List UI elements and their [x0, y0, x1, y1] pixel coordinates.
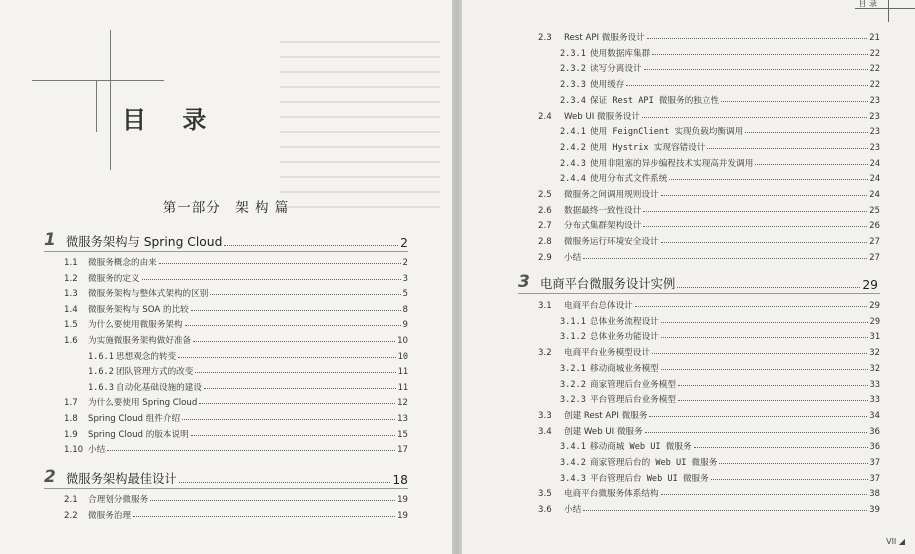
subsection-entry[interactable]	[560, 361, 880, 374]
section-page: 37	[869, 458, 880, 468]
section-page: 29	[869, 301, 880, 311]
section-number: 2.1	[64, 495, 78, 505]
section-entry[interactable]	[64, 411, 408, 424]
section-label: 总体业务功能设计	[590, 332, 659, 343]
section-page: 15	[397, 429, 408, 440]
right-page	[462, 0, 915, 554]
subsection-entry[interactable]	[560, 93, 880, 106]
section-label: 创建 Rest API 微服务	[564, 410, 648, 421]
section-label: 小结	[564, 505, 582, 516]
section-page: 5	[402, 289, 408, 300]
section-page: 39	[869, 505, 880, 516]
leader-dots	[661, 369, 868, 370]
leader-dots	[661, 242, 868, 243]
leader-dots	[159, 263, 401, 264]
section-number: 1.2	[64, 273, 78, 284]
section-label: 微服务运行环境安全设计	[564, 237, 659, 248]
section-label: 电商平台业务模型设计	[564, 348, 650, 359]
section-page: 36	[869, 442, 880, 453]
leader-dots	[199, 403, 395, 404]
leader-dots	[661, 195, 868, 196]
section-entry[interactable]	[64, 395, 408, 408]
leader-dots	[643, 226, 867, 227]
section-label: 商家管理后台业务模型	[590, 379, 676, 390]
header-label: 目 录	[858, 0, 877, 8]
section-number: 3.5	[538, 489, 552, 500]
section-number: 3.2.3	[560, 395, 586, 406]
section-label: 数据最终一致性设计	[564, 205, 642, 216]
section-label: 为什么要使用 Spring Cloud	[88, 398, 198, 409]
section-label: 微服务治理	[88, 511, 131, 521]
section-number: 2.9	[538, 252, 552, 263]
leader-dots	[647, 38, 867, 39]
leader-dots	[224, 245, 398, 246]
section-number: 1.3	[64, 289, 78, 300]
section-number: 3.4.1	[560, 442, 586, 453]
leader-dots	[652, 353, 867, 354]
section-entry[interactable]	[538, 424, 880, 437]
section-label: 小结	[564, 252, 582, 263]
section-page: 27	[869, 237, 880, 248]
subsection-entry[interactable]	[560, 171, 880, 184]
section-page: 19	[397, 495, 408, 505]
section-number: 1.6.3	[88, 382, 114, 393]
header-vertical-rule	[888, 0, 889, 22]
section-number: 2.3.4	[560, 95, 586, 106]
section-page: 22	[869, 64, 880, 75]
subsection-entry[interactable]	[560, 140, 880, 153]
leader-dots	[195, 372, 395, 373]
leader-dots	[677, 287, 860, 288]
section-number: 3.1.1	[560, 316, 586, 327]
section-page: 31	[869, 332, 880, 343]
section-entry[interactable]	[538, 250, 880, 263]
section-label: 团队管理方式的改变	[116, 367, 194, 378]
section-page: 22	[869, 80, 880, 91]
chapter-label: 微服务架构最佳设计	[66, 472, 177, 486]
subsection-entry[interactable]	[560, 77, 880, 90]
chapter-entry-2[interactable]	[66, 469, 408, 487]
section-label: 为实施微服务架构做好准备	[88, 336, 192, 346]
leader-dots	[649, 416, 867, 417]
chapter-entry-1[interactable]	[66, 232, 408, 250]
section-page: 24	[869, 190, 880, 200]
section-entry[interactable]	[538, 109, 880, 122]
subsection-entry[interactable]	[88, 364, 408, 377]
section-number: 3.3	[538, 410, 552, 421]
section-entry[interactable]	[64, 508, 408, 521]
leader-dots	[150, 500, 395, 501]
section-page: 27	[869, 252, 880, 263]
leader-dots	[678, 385, 868, 386]
section-entry[interactable]	[64, 492, 408, 505]
section-label: 总体业务流程设计	[590, 316, 659, 327]
section-number: 3.4	[538, 426, 552, 437]
section-number: 1.8	[64, 414, 78, 424]
section-entry[interactable]	[64, 286, 408, 299]
section-number: 1.4	[64, 304, 78, 315]
leader-dots	[661, 337, 868, 338]
section-page: 23	[869, 111, 880, 122]
section-page: 2	[402, 258, 408, 268]
leader-dots	[133, 516, 395, 517]
page-number: VII	[886, 537, 897, 546]
leader-dots	[661, 322, 868, 323]
section-page: 3	[402, 273, 408, 284]
section-number: 1.10	[64, 445, 84, 456]
section-label: 使用非阻塞的异步编程技术实现高并发调用	[590, 158, 754, 169]
section-page: 23	[869, 127, 880, 138]
section-entry[interactable]	[538, 30, 880, 43]
leader-dots	[645, 432, 867, 433]
decorative-short-rule	[96, 80, 97, 132]
section-label: 创建 Web UI 微服务	[564, 426, 643, 437]
section-entry[interactable]	[64, 427, 408, 440]
section-label: 合理划分微服务	[88, 495, 149, 505]
section-number: 3.1.2	[560, 332, 586, 343]
section-number: 2.3	[538, 33, 552, 43]
section-number: 1.9	[64, 429, 78, 440]
section-page: 12	[397, 398, 408, 409]
section-entry[interactable]	[538, 345, 880, 358]
section-label: 电商平台总体设计	[564, 301, 633, 311]
section-page: 24	[869, 174, 880, 185]
part-title: 第一部分 架 构 篇	[162, 200, 290, 216]
section-page: 10	[397, 351, 408, 362]
leader-dots	[644, 69, 868, 70]
section-label: 移动商城业务模型	[590, 363, 659, 374]
section-page: 19	[397, 511, 408, 521]
subsection-entry[interactable]	[560, 46, 880, 59]
leader-dots	[193, 341, 395, 342]
section-label: 商家管理后台的 Web UI 微服务	[590, 458, 718, 468]
leader-dots	[635, 306, 867, 307]
section-number: 2.3.3	[560, 80, 586, 91]
section-number: 2.4.3	[560, 158, 586, 169]
section-number: 1.6.2	[88, 367, 114, 378]
leader-dots	[719, 463, 867, 464]
leader-dots	[583, 510, 867, 511]
section-number: 3.1	[538, 301, 552, 311]
section-label: 为什么要使用微服务架构	[88, 320, 183, 331]
section-number: 3.2.2	[560, 379, 586, 390]
section-entry[interactable]	[538, 486, 880, 499]
section-number: 2.8	[538, 237, 552, 248]
section-label: 使用分布式文件系统	[590, 174, 668, 185]
section-entry[interactable]	[64, 317, 408, 330]
section-page: 10	[397, 336, 408, 346]
subsection-entry[interactable]	[560, 156, 880, 169]
section-number: 1.1	[64, 258, 78, 268]
section-number: 2.4.2	[560, 142, 586, 153]
section-label: 思想观念的转变	[116, 351, 177, 362]
subsection-entry[interactable]	[560, 329, 880, 342]
section-page: 36	[869, 426, 880, 437]
section-number: 1.7	[64, 398, 78, 409]
section-page: 38	[869, 489, 880, 500]
leader-dots	[185, 325, 401, 326]
section-page: 17	[397, 445, 408, 456]
section-label: 平台管理后台 Web UI 微服务	[590, 473, 709, 484]
book-gutter	[452, 0, 462, 554]
chapter-number: 3	[518, 272, 530, 292]
section-number: 2.2	[64, 511, 78, 521]
chapter-entry-3[interactable]	[540, 274, 878, 292]
section-number: 2.5	[538, 190, 552, 200]
section-label: 电商平台微服务体系结构	[564, 489, 659, 500]
section-number: 1.6	[64, 336, 78, 346]
section-label: 微服务架构与 SOA 的比较	[88, 304, 189, 315]
section-entry[interactable]	[538, 408, 880, 421]
leader-dots	[191, 435, 395, 436]
chapter-page: 2	[400, 236, 408, 250]
chapter-label: 电商平台微服务设计实例	[540, 277, 676, 291]
section-entry[interactable]	[538, 234, 880, 247]
section-page: 13	[397, 414, 408, 424]
leader-dots	[755, 164, 867, 165]
section-entry[interactable]	[64, 302, 408, 315]
subsection-entry[interactable]	[560, 455, 880, 468]
section-page: 33	[869, 379, 880, 390]
left-page	[0, 0, 452, 554]
section-label: 自动化基础设施的建设	[116, 382, 202, 393]
section-number: 2.4.1	[560, 127, 586, 138]
section-entry[interactable]	[538, 298, 880, 311]
subsection-entry[interactable]	[88, 349, 408, 362]
chapter-page: 29	[862, 278, 878, 292]
section-label: 使用缓存	[590, 80, 625, 91]
page-footer	[886, 537, 905, 546]
leader-dots	[678, 400, 868, 401]
section-page: 21	[869, 33, 880, 43]
leader-dots	[642, 117, 867, 118]
section-entry[interactable]	[538, 203, 880, 216]
chapter-rule	[44, 488, 408, 489]
section-number: 3.2.1	[560, 363, 586, 374]
subsection-entry[interactable]	[560, 124, 880, 137]
leader-dots	[204, 388, 396, 389]
section-label: 使用 FeignClient 实现负载均衡调用	[590, 127, 744, 138]
section-label: 微服务之间调用规则设计	[564, 190, 659, 200]
leader-dots	[694, 447, 868, 448]
leader-dots	[643, 211, 867, 212]
section-label: Spring Cloud 的版本说明	[88, 429, 189, 440]
section-number: 2.3.1	[560, 48, 586, 59]
leader-dots	[745, 132, 867, 133]
section-page: 23	[869, 142, 880, 153]
decorative-vertical-rule	[110, 30, 111, 170]
section-entry[interactable]	[64, 442, 408, 455]
subsection-entry[interactable]	[560, 377, 880, 390]
section-number: 2.6	[538, 205, 552, 216]
section-entry[interactable]	[538, 502, 880, 515]
section-entry[interactable]	[64, 271, 408, 284]
section-label: 小结	[88, 445, 106, 456]
section-number: 2.3.2	[560, 64, 586, 75]
section-number: 2.4.4	[560, 174, 586, 185]
section-number: 1.5	[64, 320, 78, 331]
leader-dots	[711, 479, 868, 480]
subsection-entry[interactable]	[560, 439, 880, 452]
section-page: 32	[869, 348, 880, 359]
chapter-number: 1	[44, 230, 56, 250]
section-page: 23	[869, 95, 880, 106]
section-page: 11	[397, 367, 408, 378]
section-number: 3.6	[538, 505, 552, 516]
section-page: 22	[869, 48, 880, 59]
section-label: 分布式集群架构设计	[564, 221, 642, 232]
leader-dots	[583, 258, 867, 259]
subsection-entry[interactable]	[560, 471, 880, 484]
bleed-through-text	[280, 28, 440, 218]
section-entry[interactable]	[538, 218, 880, 231]
section-label: 读写分离设计	[590, 64, 642, 75]
section-page: 24	[869, 158, 880, 169]
section-number: 2.4	[538, 111, 552, 122]
section-number: 1.6.1	[88, 351, 114, 362]
section-label: 使用 Hystrix 实现容错设计	[590, 142, 706, 153]
section-label: 保证 Rest API 微服务的独立性	[590, 95, 720, 106]
chapter-rule	[518, 293, 880, 294]
chapter-rule	[44, 251, 408, 252]
section-page: 29	[869, 316, 880, 327]
section-page: 11	[397, 382, 408, 393]
section-page: 33	[869, 395, 880, 406]
chapter-number: 2	[44, 467, 56, 487]
subsection-entry[interactable]	[560, 61, 880, 74]
leader-dots	[661, 494, 868, 495]
section-label: 微服务架构与整体式架构的区别	[88, 289, 209, 300]
section-number: 3.4.2	[560, 458, 586, 468]
subsection-entry[interactable]	[560, 314, 880, 327]
section-page: 8	[402, 304, 408, 315]
section-label: 移动商城 Web UI 微服务	[590, 442, 692, 453]
leader-dots	[652, 54, 867, 55]
section-entry[interactable]	[64, 333, 408, 346]
leader-dots	[626, 85, 867, 86]
triangle-icon: ◢	[898, 537, 905, 546]
section-label: 微服务概念的由来	[88, 258, 157, 268]
leader-dots	[707, 148, 867, 149]
section-number: 3.2	[538, 348, 552, 359]
leader-dots	[178, 357, 395, 358]
leader-dots	[142, 279, 401, 280]
section-page: 32	[869, 363, 880, 374]
chapter-label: 微服务架构与 Spring Cloud	[66, 235, 223, 249]
leader-dots	[179, 482, 391, 483]
leader-dots	[721, 101, 868, 102]
chapter-page: 18	[392, 473, 408, 487]
section-label: 使用数据库集群	[590, 48, 651, 59]
section-page: 9	[402, 320, 408, 331]
section-page: 26	[869, 221, 880, 232]
section-entry[interactable]	[538, 187, 880, 200]
section-label: Rest API 微服务设计	[564, 33, 645, 43]
section-entry[interactable]	[64, 255, 408, 268]
section-number: 3.4.3	[560, 473, 586, 484]
section-label: 微服务的定义	[88, 273, 140, 284]
section-page: 34	[869, 410, 880, 421]
section-page: 25	[869, 205, 880, 216]
toc-title: 目 录	[122, 105, 221, 134]
leader-dots	[107, 450, 395, 451]
section-label: Spring Cloud 组件介绍	[88, 414, 181, 424]
subsection-entry[interactable]	[560, 392, 880, 405]
subsection-entry[interactable]	[88, 380, 408, 393]
leader-dots	[669, 179, 867, 180]
leader-dots	[210, 294, 400, 295]
decorative-horizontal-rule	[32, 80, 164, 81]
section-number: 2.7	[538, 221, 552, 232]
section-page: 37	[869, 473, 880, 484]
leader-dots	[182, 419, 395, 420]
leader-dots	[191, 310, 401, 311]
section-label: 平台管理后台业务模型	[590, 395, 676, 406]
section-label: Web UI 微服务设计	[564, 111, 640, 122]
